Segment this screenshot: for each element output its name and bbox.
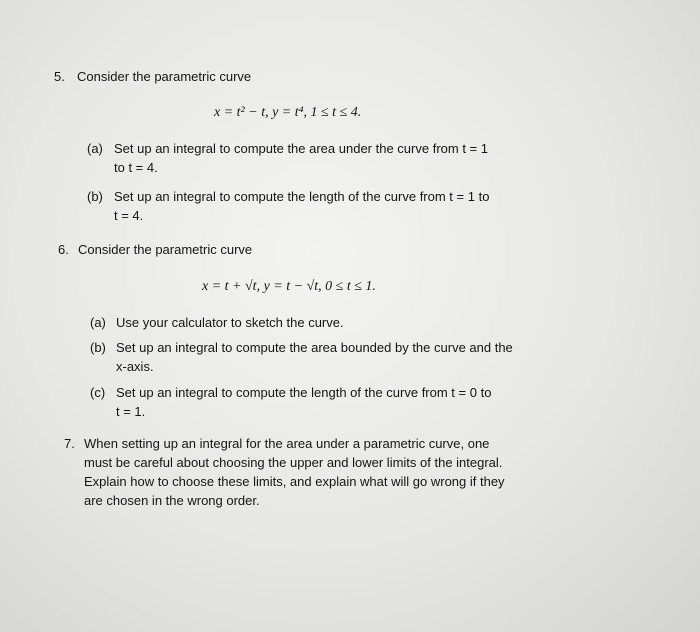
- problem-5-number: 5.: [54, 69, 65, 84]
- problem-6c-label: (c): [90, 385, 106, 400]
- problem-6c-line2: t = 1.: [116, 404, 146, 419]
- problem-7-line4: are chosen in the wrong order.: [84, 493, 260, 508]
- problem-7-line3: Explain how to choose these limits, and explain what will go wrong if they: [84, 474, 505, 489]
- problem-6-number: 6.: [58, 242, 69, 257]
- problem-6a-line1: Use your calculator to sketch the curve.: [116, 315, 344, 330]
- problem-6a-label: (a): [90, 315, 106, 330]
- problem-5a-line1: Set up an integral to compute the area under the curve from t = 1: [114, 141, 488, 156]
- problem-5a-line2: to t = 4.: [114, 160, 158, 175]
- problem-7-line2: must be careful about choosing the upper and lower limits of the integral.: [84, 455, 503, 470]
- problem-7-number: 7.: [64, 436, 75, 451]
- problem-5b-line2: t = 4.: [114, 208, 144, 223]
- problem-5-equation: x = t² − t, y = t⁴, 1 ≤ t ≤ 4.: [214, 105, 362, 120]
- problem-6b-label: (b): [90, 340, 106, 355]
- problem-5b-line1: Set up an integral to compute the length of the curve from t = 1 to: [114, 189, 490, 204]
- problem-6b-line2: x-axis.: [116, 359, 154, 374]
- problem-5a-label: (a): [87, 141, 103, 156]
- problem-6-equation: x = t + √t, y = t − √t, 0 ≤ t ≤ 1.: [202, 279, 376, 294]
- problem-6c-line1: Set up an integral to compute the length of the curve from t = 0 to: [116, 385, 492, 400]
- problem-7-line1: When setting up an integral for the area under a parametric curve, one: [84, 436, 490, 451]
- problem-5b-label: (b): [87, 189, 103, 204]
- problem-6b-line1: Set up an integral to compute the area bounded by the curve and the: [116, 340, 513, 355]
- problem-5-intro: Consider the parametric curve: [77, 69, 252, 84]
- problem-6-intro: Consider the parametric curve: [78, 242, 253, 257]
